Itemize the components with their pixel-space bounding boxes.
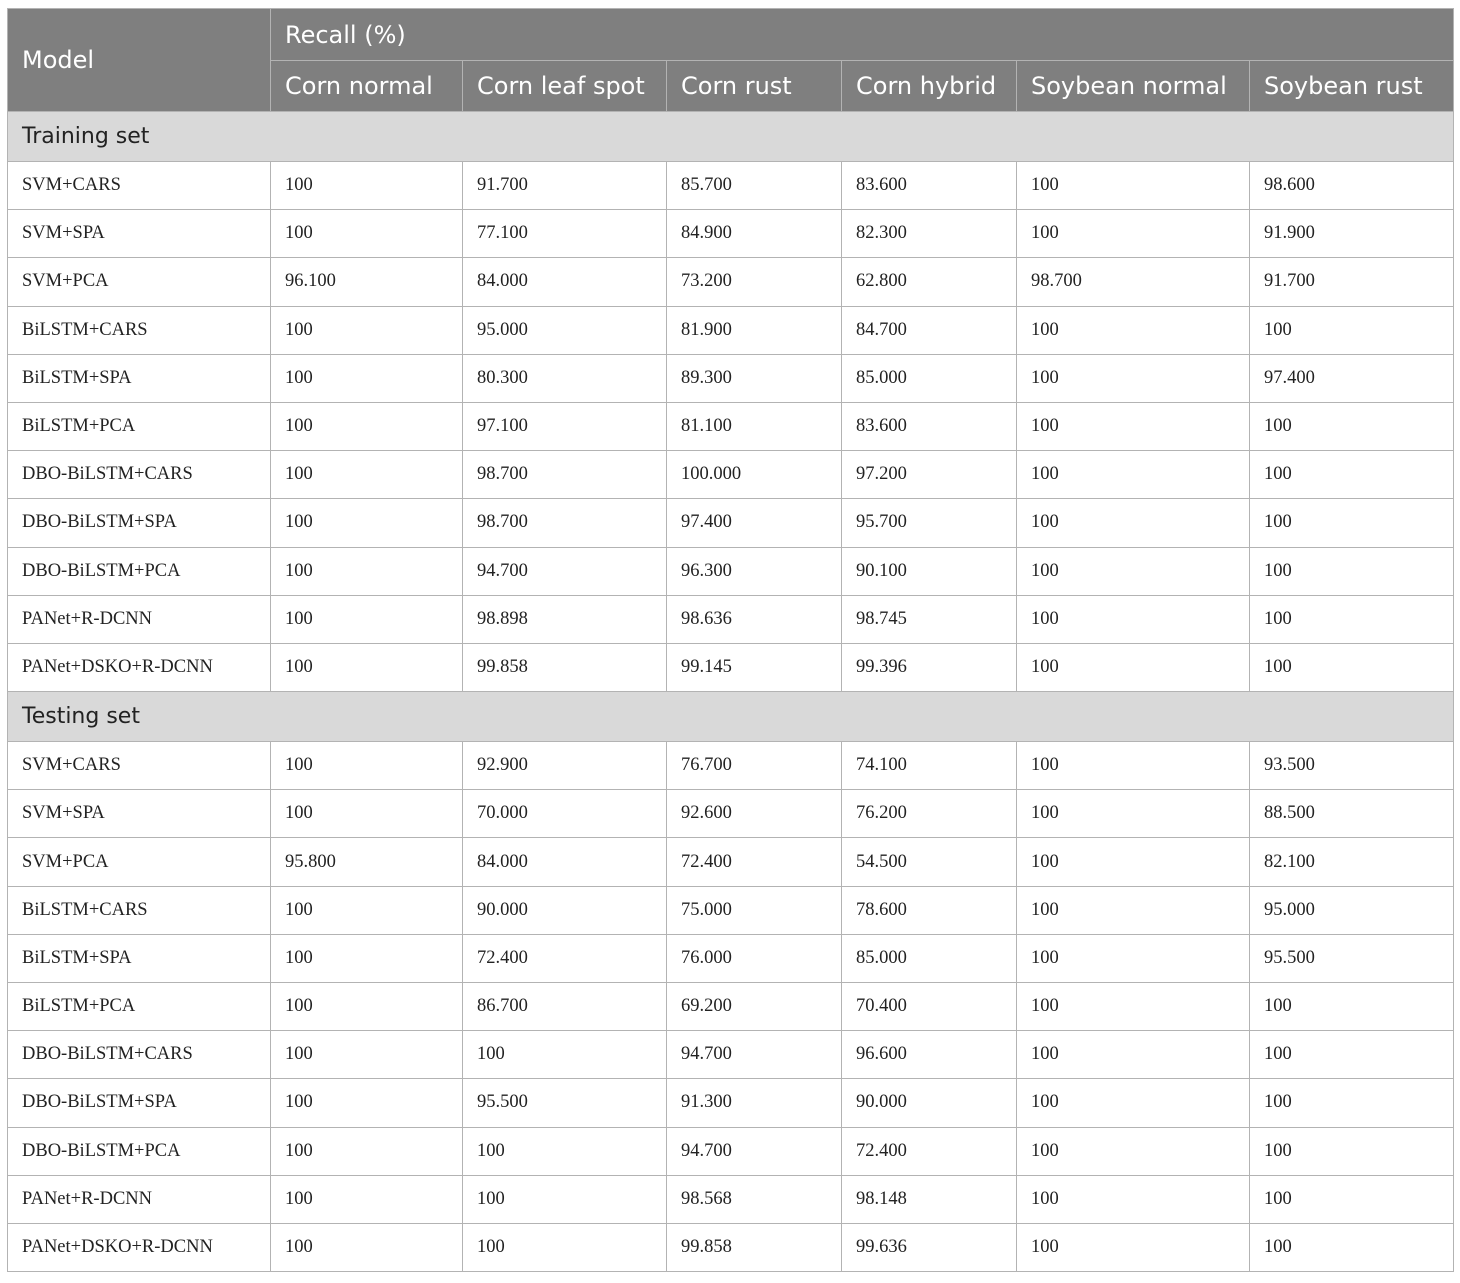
table-row bbox=[8, 790, 1454, 838]
recall-value-cell: 100 bbox=[271, 643, 463, 691]
recall-value-cell: 84.700 bbox=[842, 306, 1017, 354]
recall-value-cell: 81.100 bbox=[667, 402, 842, 450]
recall-value-cell: 100 bbox=[1250, 595, 1454, 643]
model-name-cell: PANet+R-DCNN bbox=[8, 595, 271, 643]
recall-value-cell: 72.400 bbox=[463, 934, 667, 982]
model-name-cell: DBO-BiLSTM+PCA bbox=[8, 547, 271, 595]
recall-value-cell: 89.300 bbox=[667, 354, 842, 402]
table-row bbox=[8, 451, 1454, 499]
model-name-cell: PANet+R-DCNN bbox=[8, 1175, 271, 1223]
recall-value-cell: 84.000 bbox=[463, 838, 667, 886]
table-body bbox=[8, 112, 1454, 1272]
recall-value-cell: 90.100 bbox=[842, 547, 1017, 595]
recall-value-cell: 70.000 bbox=[463, 790, 667, 838]
recall-value-cell: 100.000 bbox=[667, 451, 842, 499]
table-row bbox=[8, 402, 1454, 450]
recall-value-cell: 92.600 bbox=[667, 790, 842, 838]
recall-value-cell: 81.900 bbox=[667, 306, 842, 354]
recall-value-cell: 100 bbox=[271, 934, 463, 982]
recall-value-cell: 100 bbox=[1250, 499, 1454, 547]
recall-value-cell: 94.700 bbox=[463, 547, 667, 595]
recall-value-cell: 99.858 bbox=[667, 1223, 842, 1271]
recall-value-cell: 91.700 bbox=[1250, 258, 1454, 306]
recall-value-cell: 95.500 bbox=[463, 1079, 667, 1127]
recall-value-cell: 100 bbox=[1017, 1223, 1250, 1271]
recall-group-header: Recall (%) bbox=[271, 9, 1454, 61]
recall-value-cell: 83.600 bbox=[842, 402, 1017, 450]
recall-value-cell: 100 bbox=[1250, 1127, 1454, 1175]
recall-value-cell: 98.600 bbox=[1250, 162, 1454, 210]
recall-value-cell: 100 bbox=[271, 1223, 463, 1271]
recall-value-cell: 100 bbox=[1250, 402, 1454, 450]
recall-value-cell: 100 bbox=[463, 1175, 667, 1223]
recall-value-cell: 100 bbox=[463, 1223, 667, 1271]
table-row bbox=[8, 1127, 1454, 1175]
recall-value-cell: 82.300 bbox=[842, 210, 1017, 258]
recall-value-cell: 100 bbox=[271, 886, 463, 934]
recall-value-cell: 100 bbox=[1017, 354, 1250, 402]
recall-value-cell: 96.100 bbox=[271, 258, 463, 306]
model-name-cell: SVM+PCA bbox=[8, 838, 271, 886]
section-title: Testing set bbox=[8, 692, 1454, 742]
recall-value-cell: 85.700 bbox=[667, 162, 842, 210]
recall-value-cell: 100 bbox=[271, 547, 463, 595]
recall-value-cell: 98.568 bbox=[667, 1175, 842, 1223]
recall-value-cell: 100 bbox=[1017, 1079, 1250, 1127]
recall-value-cell: 100 bbox=[1017, 838, 1250, 886]
recall-value-cell: 93.500 bbox=[1250, 742, 1454, 790]
recall-value-cell: 82.100 bbox=[1250, 838, 1454, 886]
model-name-cell: BiLSTM+PCA bbox=[8, 983, 271, 1031]
recall-value-cell: 98.745 bbox=[842, 595, 1017, 643]
recall-value-cell: 100 bbox=[1017, 451, 1250, 499]
recall-value-cell: 100 bbox=[271, 595, 463, 643]
recall-value-cell: 98.700 bbox=[463, 499, 667, 547]
model-name-cell: BiLSTM+SPA bbox=[8, 354, 271, 402]
recall-value-cell: 99.145 bbox=[667, 643, 842, 691]
recall-value-cell: 100 bbox=[271, 499, 463, 547]
recall-value-cell: 100 bbox=[1250, 306, 1454, 354]
recall-value-cell: 90.000 bbox=[842, 1079, 1017, 1127]
recall-value-cell: 98.898 bbox=[463, 595, 667, 643]
table-row bbox=[8, 1223, 1454, 1271]
recall-value-cell: 76.700 bbox=[667, 742, 842, 790]
recall-value-cell: 99.396 bbox=[842, 643, 1017, 691]
recall-value-cell: 98.636 bbox=[667, 595, 842, 643]
recall-value-cell: 100 bbox=[1017, 402, 1250, 450]
recall-value-cell: 100 bbox=[271, 402, 463, 450]
recall-value-cell: 54.500 bbox=[842, 838, 1017, 886]
recall-table bbox=[7, 8, 1454, 1272]
column-header-corn-leaf-spot: Corn leaf spot bbox=[463, 61, 667, 112]
table-row bbox=[8, 547, 1454, 595]
recall-value-cell: 85.000 bbox=[842, 934, 1017, 982]
recall-value-cell: 100 bbox=[463, 1031, 667, 1079]
section-title: Training set bbox=[8, 112, 1454, 162]
recall-value-cell: 100 bbox=[271, 162, 463, 210]
table-row bbox=[8, 499, 1454, 547]
model-name-cell: SVM+SPA bbox=[8, 790, 271, 838]
recall-value-cell: 77.100 bbox=[463, 210, 667, 258]
recall-value-cell: 70.400 bbox=[842, 983, 1017, 1031]
recall-value-cell: 100 bbox=[1017, 983, 1250, 1031]
recall-value-cell: 100 bbox=[1250, 1079, 1454, 1127]
recall-value-cell: 91.700 bbox=[463, 162, 667, 210]
model-name-cell: SVM+CARS bbox=[8, 742, 271, 790]
recall-value-cell: 100 bbox=[1017, 547, 1250, 595]
table-row bbox=[8, 1079, 1454, 1127]
recall-value-cell: 76.000 bbox=[667, 934, 842, 982]
recall-value-cell: 100 bbox=[271, 451, 463, 499]
recall-value-cell: 91.900 bbox=[1250, 210, 1454, 258]
recall-value-cell: 100 bbox=[271, 790, 463, 838]
recall-value-cell: 100 bbox=[1250, 1175, 1454, 1223]
recall-value-cell: 100 bbox=[1017, 643, 1250, 691]
table-row bbox=[8, 1031, 1454, 1079]
recall-value-cell: 95.800 bbox=[271, 838, 463, 886]
recall-value-cell: 100 bbox=[271, 983, 463, 1031]
table-row bbox=[8, 210, 1454, 258]
recall-value-cell: 97.100 bbox=[463, 402, 667, 450]
table-row bbox=[8, 258, 1454, 306]
recall-value-cell: 84.900 bbox=[667, 210, 842, 258]
model-name-cell: SVM+PCA bbox=[8, 258, 271, 306]
model-name-cell: BiLSTM+SPA bbox=[8, 934, 271, 982]
model-name-cell: DBO-BiLSTM+SPA bbox=[8, 499, 271, 547]
recall-value-cell: 95.000 bbox=[1250, 886, 1454, 934]
recall-value-cell: 88.500 bbox=[1250, 790, 1454, 838]
recall-value-cell: 83.600 bbox=[842, 162, 1017, 210]
recall-value-cell: 91.300 bbox=[667, 1079, 842, 1127]
model-name-cell: BiLSTM+CARS bbox=[8, 306, 271, 354]
recall-value-cell: 100 bbox=[1017, 1127, 1250, 1175]
recall-value-cell: 96.600 bbox=[842, 1031, 1017, 1079]
section-row bbox=[8, 692, 1454, 742]
recall-value-cell: 100 bbox=[1017, 210, 1250, 258]
recall-value-cell: 100 bbox=[1250, 1223, 1454, 1271]
recall-value-cell: 95.700 bbox=[842, 499, 1017, 547]
recall-value-cell: 100 bbox=[1017, 499, 1250, 547]
recall-value-cell: 100 bbox=[271, 210, 463, 258]
recall-value-cell: 100 bbox=[1017, 790, 1250, 838]
model-name-cell: BiLSTM+CARS bbox=[8, 886, 271, 934]
model-column-header: Model bbox=[8, 9, 271, 112]
recall-value-cell: 76.200 bbox=[842, 790, 1017, 838]
recall-value-cell: 100 bbox=[271, 1127, 463, 1175]
recall-value-cell: 78.600 bbox=[842, 886, 1017, 934]
model-name-cell: DBO-BiLSTM+CARS bbox=[8, 1031, 271, 1079]
column-header-soybean-normal: Soybean normal bbox=[1017, 61, 1250, 112]
recall-value-cell: 100 bbox=[1250, 1031, 1454, 1079]
recall-value-cell: 100 bbox=[1017, 886, 1250, 934]
recall-value-cell: 97.200 bbox=[842, 451, 1017, 499]
recall-value-cell: 98.148 bbox=[842, 1175, 1017, 1223]
recall-value-cell: 97.400 bbox=[1250, 354, 1454, 402]
recall-value-cell: 62.800 bbox=[842, 258, 1017, 306]
recall-value-cell: 100 bbox=[1250, 643, 1454, 691]
recall-value-cell: 94.700 bbox=[667, 1031, 842, 1079]
table-row bbox=[8, 742, 1454, 790]
recall-value-cell: 100 bbox=[463, 1127, 667, 1175]
recall-value-cell: 72.400 bbox=[842, 1127, 1017, 1175]
model-name-cell: PANet+DSKO+R-DCNN bbox=[8, 643, 271, 691]
recall-value-cell: 69.200 bbox=[667, 983, 842, 1031]
model-name-cell: BiLSTM+PCA bbox=[8, 402, 271, 450]
table-row bbox=[8, 354, 1454, 402]
recall-value-cell: 84.000 bbox=[463, 258, 667, 306]
recall-value-cell: 80.300 bbox=[463, 354, 667, 402]
model-name-cell: SVM+SPA bbox=[8, 210, 271, 258]
recall-value-cell: 86.700 bbox=[463, 983, 667, 1031]
recall-value-cell: 94.700 bbox=[667, 1127, 842, 1175]
recall-value-cell: 96.300 bbox=[667, 547, 842, 595]
recall-value-cell: 85.000 bbox=[842, 354, 1017, 402]
recall-table-container bbox=[7, 8, 1453, 1272]
recall-value-cell: 100 bbox=[1017, 306, 1250, 354]
recall-value-cell: 75.000 bbox=[667, 886, 842, 934]
recall-value-cell: 100 bbox=[271, 742, 463, 790]
recall-value-cell: 100 bbox=[1017, 162, 1250, 210]
recall-value-cell: 100 bbox=[271, 306, 463, 354]
recall-value-cell: 100 bbox=[271, 1175, 463, 1223]
recall-value-cell: 72.400 bbox=[667, 838, 842, 886]
recall-value-cell: 100 bbox=[1250, 547, 1454, 595]
recall-value-cell: 90.000 bbox=[463, 886, 667, 934]
recall-value-cell: 100 bbox=[271, 354, 463, 402]
recall-value-cell: 100 bbox=[1017, 595, 1250, 643]
recall-value-cell: 100 bbox=[1017, 1175, 1250, 1223]
table-row bbox=[8, 595, 1454, 643]
table-row bbox=[8, 934, 1454, 982]
table-header bbox=[8, 9, 1454, 112]
recall-value-cell: 98.700 bbox=[463, 451, 667, 499]
model-name-cell: DBO-BiLSTM+CARS bbox=[8, 451, 271, 499]
recall-value-cell: 74.100 bbox=[842, 742, 1017, 790]
model-name-cell: PANet+DSKO+R-DCNN bbox=[8, 1223, 271, 1271]
table-row bbox=[8, 643, 1454, 691]
recall-value-cell: 99.858 bbox=[463, 643, 667, 691]
recall-value-cell: 73.200 bbox=[667, 258, 842, 306]
recall-value-cell: 100 bbox=[271, 1079, 463, 1127]
table-row bbox=[8, 886, 1454, 934]
recall-value-cell: 100 bbox=[1017, 742, 1250, 790]
recall-value-cell: 100 bbox=[1017, 934, 1250, 982]
section-row bbox=[8, 112, 1454, 162]
recall-value-cell: 97.400 bbox=[667, 499, 842, 547]
recall-value-cell: 98.700 bbox=[1017, 258, 1250, 306]
recall-value-cell: 100 bbox=[1017, 1031, 1250, 1079]
column-header-corn-hybrid: Corn hybrid bbox=[842, 61, 1017, 112]
table-row bbox=[8, 1175, 1454, 1223]
table-row bbox=[8, 162, 1454, 210]
column-header-corn-normal: Corn normal bbox=[271, 61, 463, 112]
recall-value-cell: 95.500 bbox=[1250, 934, 1454, 982]
table-row bbox=[8, 838, 1454, 886]
model-name-cell: SVM+CARS bbox=[8, 162, 271, 210]
column-header-corn-rust: Corn rust bbox=[667, 61, 842, 112]
recall-value-cell: 99.636 bbox=[842, 1223, 1017, 1271]
column-header-soybean-rust: Soybean rust bbox=[1250, 61, 1454, 112]
recall-value-cell: 100 bbox=[1250, 983, 1454, 1031]
table-row bbox=[8, 306, 1454, 354]
model-name-cell: DBO-BiLSTM+SPA bbox=[8, 1079, 271, 1127]
recall-value-cell: 100 bbox=[1250, 451, 1454, 499]
model-name-cell: DBO-BiLSTM+PCA bbox=[8, 1127, 271, 1175]
recall-value-cell: 95.000 bbox=[463, 306, 667, 354]
recall-value-cell: 100 bbox=[271, 1031, 463, 1079]
table-row bbox=[8, 983, 1454, 1031]
recall-value-cell: 92.900 bbox=[463, 742, 667, 790]
